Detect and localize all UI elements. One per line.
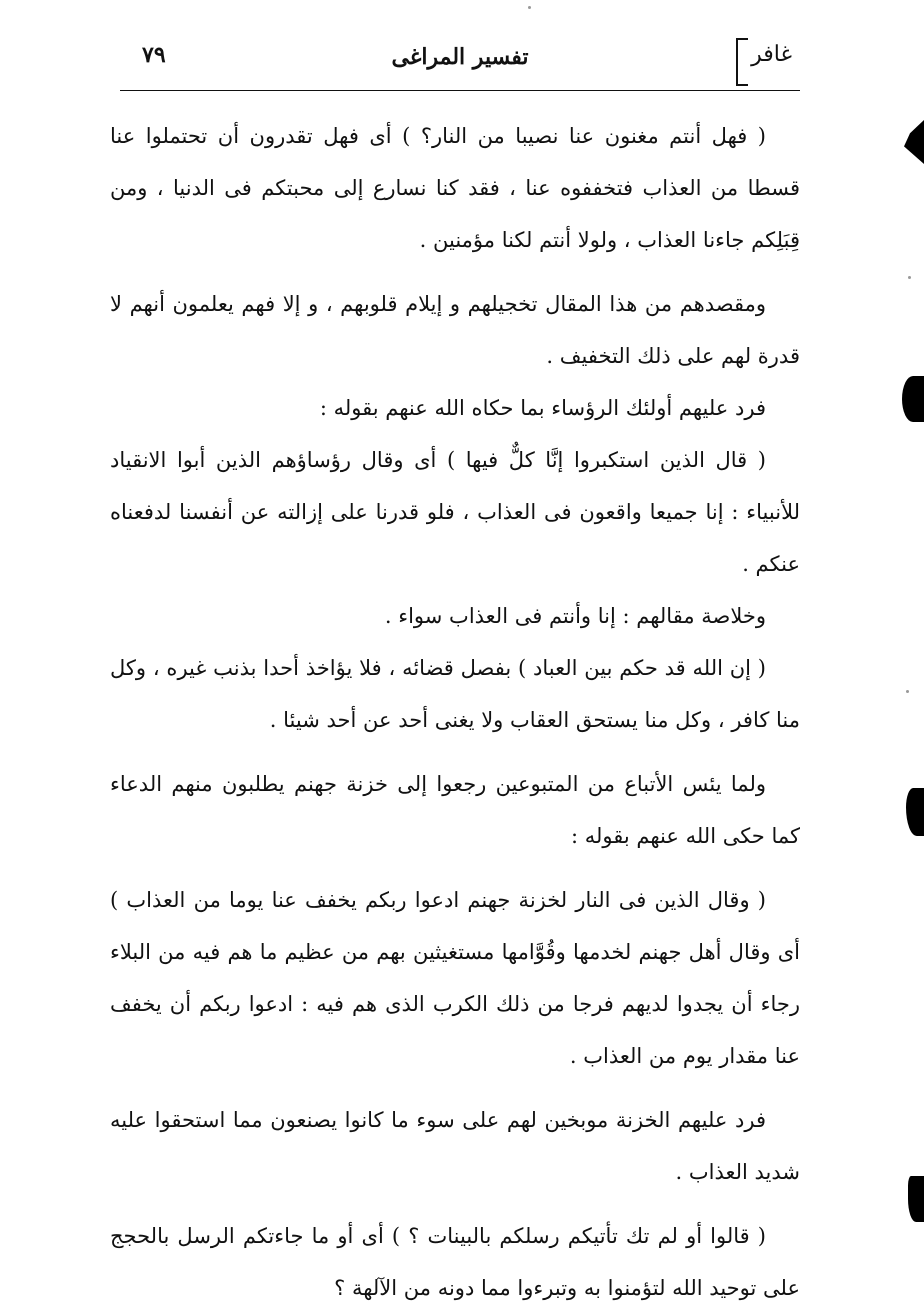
paragraph-10: ( قالوا أو لم تك تأتيكم رسلكم بالبينات ؟ ) أى أو ما جاءتكم الرسل بالحجج على توحيد الله لتؤمنوا به وتبرءوا مما دونه من الآلهة ؟ (110, 1224, 800, 1300)
paragraph-5: وخلاصة مقالهم : إنا وأنتم فى العذاب سواء . (384, 604, 766, 628)
surah-name: غافر (751, 42, 792, 67)
scan-edge-mark (906, 788, 924, 836)
page-number: ٧٩ (142, 42, 166, 68)
paragraph-6: ( إن الله قد حكم بين العباد ) بفصل قضائه ، فلا يؤاخذ أحدا بذنب غيره ، وكل منا كافر ، وكل منا يستحق العقاب ولا يغنى أحد عن أحد شيئا . (110, 656, 800, 732)
paragraph-3: فرد عليهم أولئك الرؤساء بما حكاه الله عنهم بقوله : (319, 396, 766, 420)
scan-speck (528, 6, 531, 9)
paragraph-7: ولما يئس الأتباع من المتبوعين رجعوا إلى خزنة جهنم يطلبون منهم الدعاء كما حكى الله عنهم بقوله : (110, 772, 800, 848)
scan-speck (908, 276, 911, 279)
header-divider (120, 90, 800, 91)
paragraph-8: ( وقال الذين فى النار لخزنة جهنم ادعوا ربكم يخفف عنا يوما من العذاب ) أى وقال أهل جهنم لخدمها وقُوَّامها مستغيثين بهم من عظيم ما هم فيه من البلاء رجاء أن يجدوا لديهم فرجا من ذلك الكرب الذى هم فيه : ادعوا ربكم أن يخفف عنا مقدار يوم من العذاب . (110, 888, 800, 1068)
scan-speck (906, 690, 909, 693)
scan-edge-mark (902, 376, 924, 422)
scan-edge-mark (904, 120, 924, 164)
scan-edge-mark (908, 1176, 924, 1222)
paragraph-1: ( فهل أنتم مغنون عنا نصيبا من النار؟ ) أى فهل تقدرون أن تحتملوا عنا قسطا من العذاب فتخففوه عنا ، فقد كنا نسارع إلى محبتكم فى الدنيا ، ومن قِبَلِكم جاءنا العذاب ، ولولا أنتم لكنا مؤمنين . (110, 124, 800, 252)
paragraph-2: ومقصدهم من هذا المقال تخجيلهم و إيلام قلوبهم ، و إلا فهم يعلمون أنهم لا قدرة لهم على ذلك التخفيف . (110, 292, 800, 368)
paragraph-4: ( قال الذين استكبروا إنَّا كلٌّ فيها ) أى وقال رؤساؤهم الذين أبوا الانقياد للأنبياء : إنا جميعا واقعون فى العذاب ، فلو قدرنا على إزالته عن أنفسنا لدفعناه عنكم . (110, 448, 800, 576)
page-header (120, 38, 800, 90)
paragraph-9: فرد عليهم الخزنة موبخين لهم على سوء ما كانوا يصنعون مما استحقوا عليه شديد العذاب . (110, 1108, 800, 1184)
book-title: تفسير المراغى (391, 44, 529, 70)
page-body (110, 110, 800, 1314)
